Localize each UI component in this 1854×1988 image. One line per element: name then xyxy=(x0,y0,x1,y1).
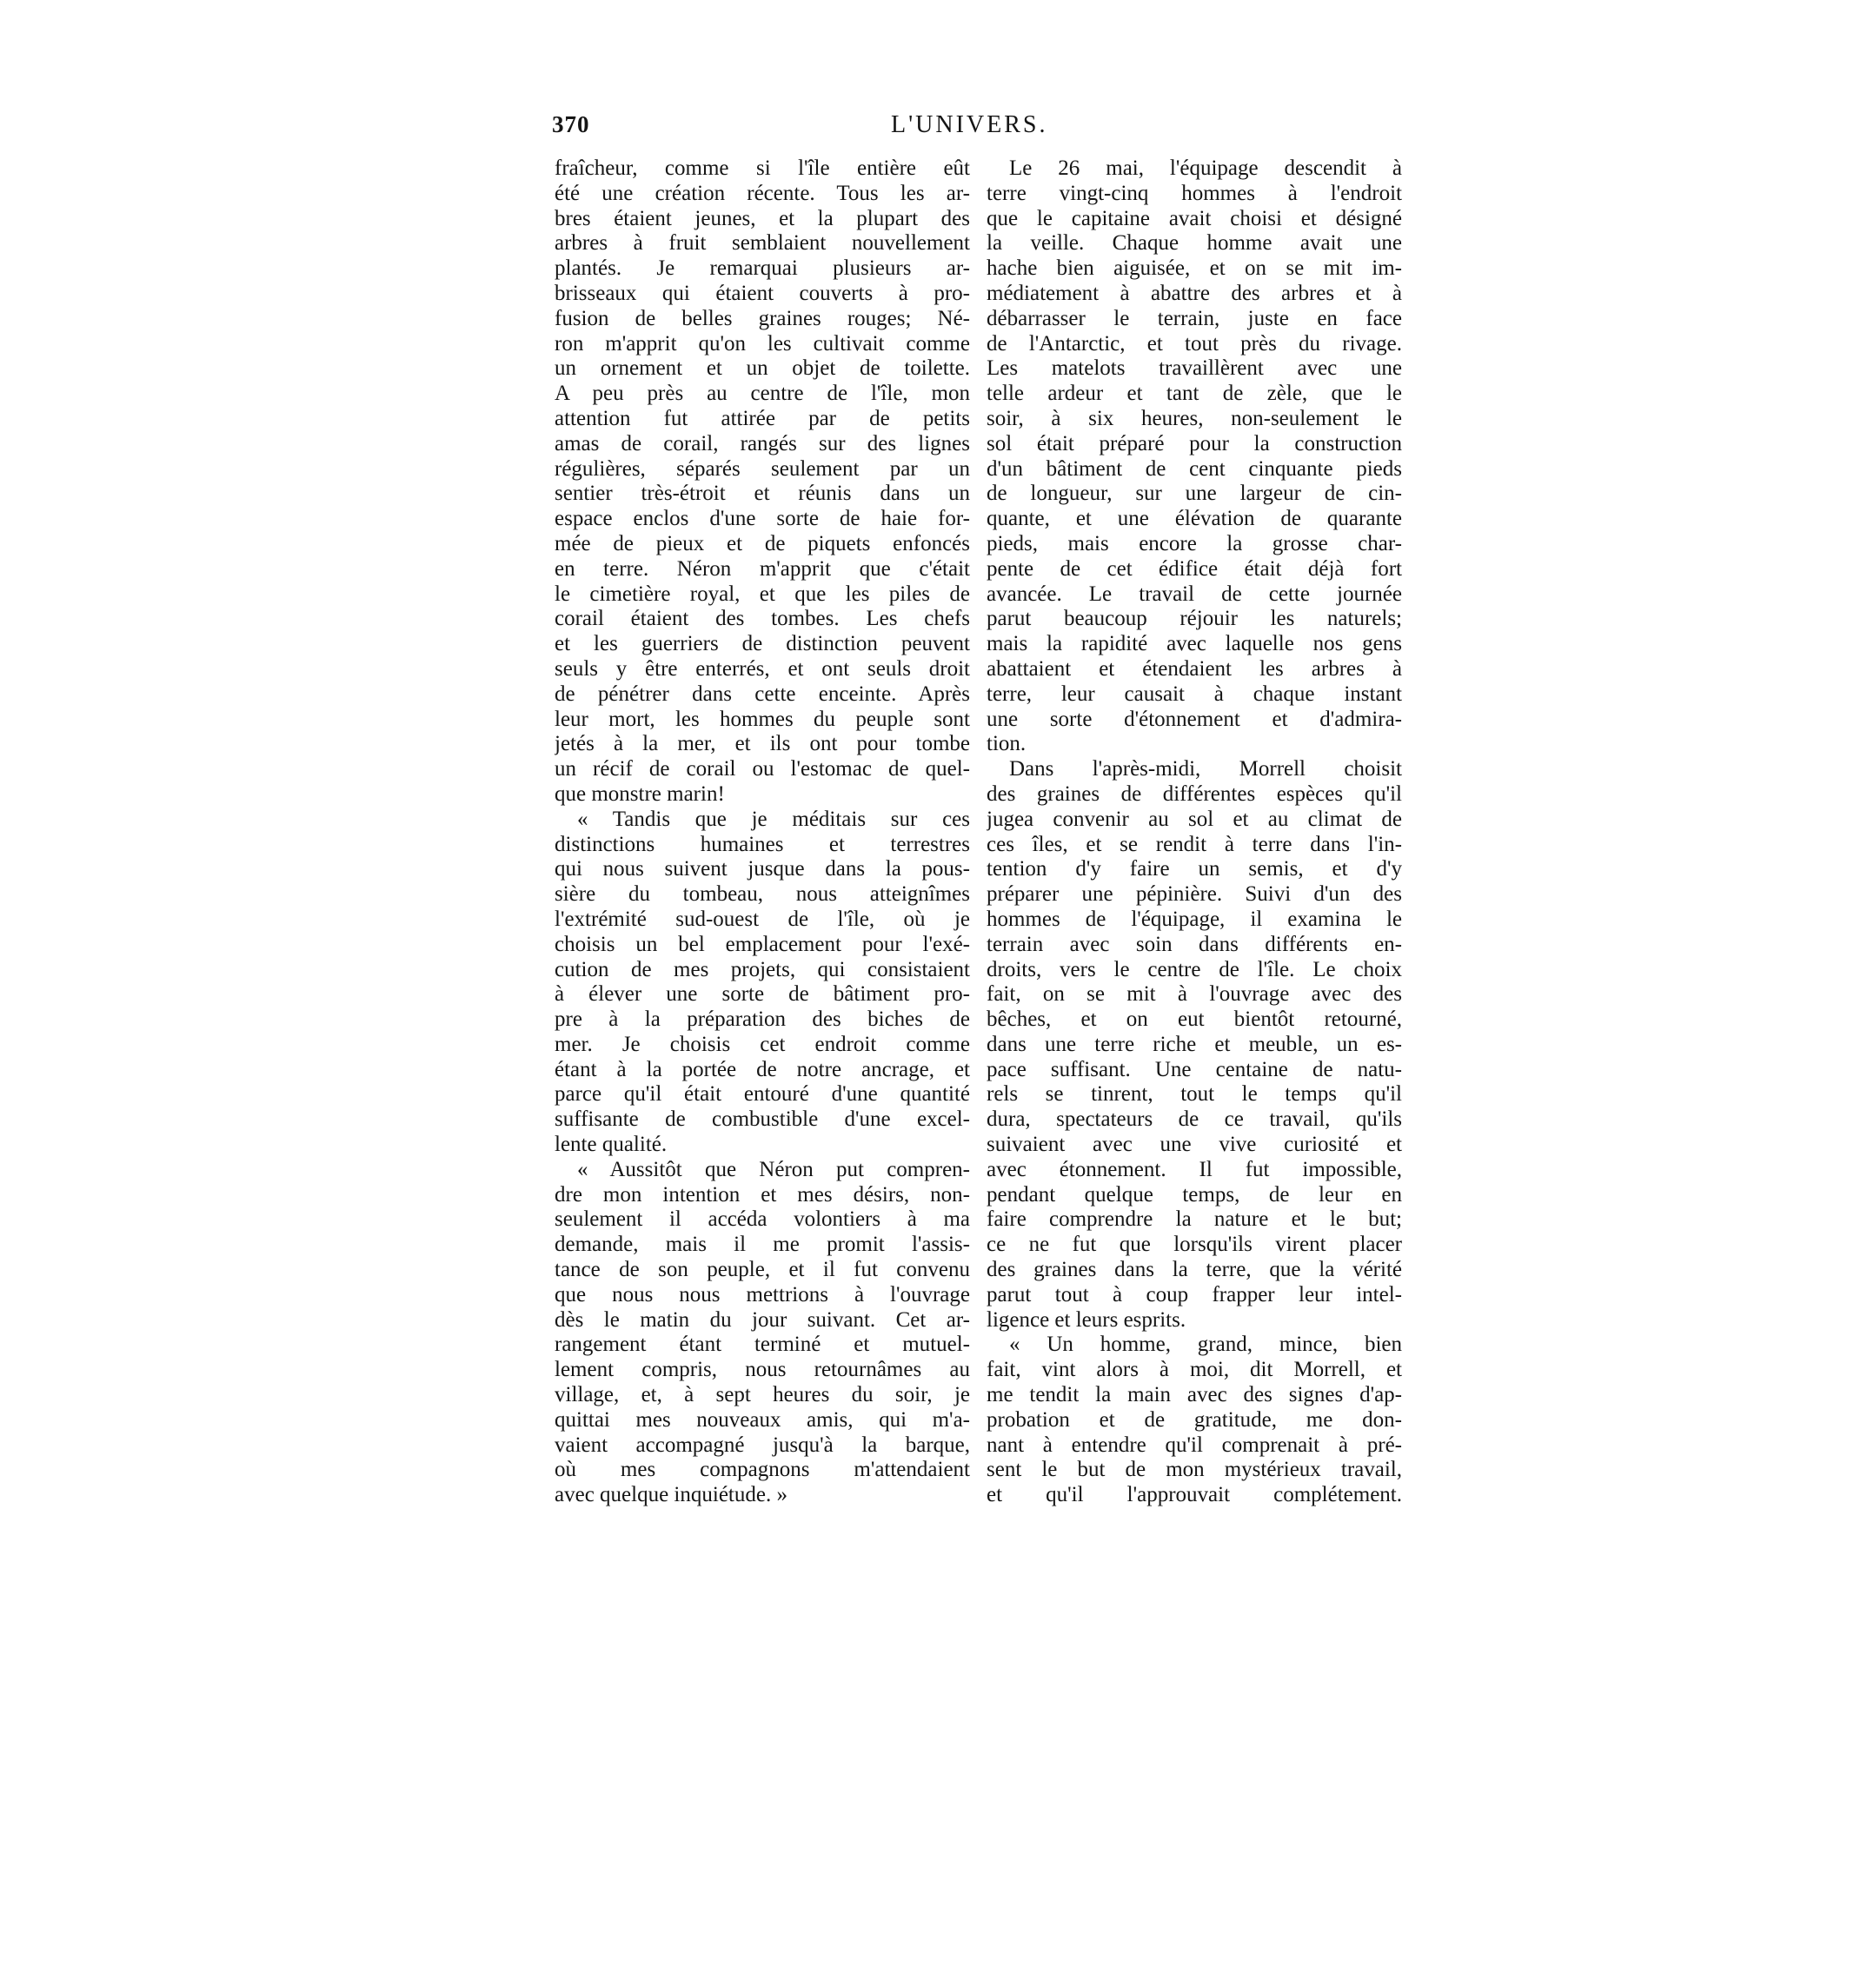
text-line: probation et de gratitude, me don- xyxy=(987,1407,1402,1432)
text-line: que nous nous mettrions à l'ouvrage xyxy=(555,1282,970,1306)
text-line: fraîcheur, comme si l'île entière eût xyxy=(555,156,970,180)
text-line: leur mort, les hommes du peuple sont xyxy=(555,707,970,731)
text-line: tion. xyxy=(987,732,1027,756)
text-line: tention d'y faire un semis, et d'y xyxy=(987,857,1402,881)
text-line: jetés à la mer, et ils ont pour tombe xyxy=(555,732,970,756)
text-line: hache bien aiguisée, et on se mit im- xyxy=(987,256,1402,281)
text-line: dans une terre riche et meuble, un es- xyxy=(987,1032,1402,1056)
text-line: amas de corail, rangés sur des lignes xyxy=(555,431,970,455)
text-line: mais la rapidité avec laquelle nos gens xyxy=(987,632,1402,656)
text-line: pente de cet édifice était déjà fort xyxy=(987,556,1402,581)
text-line: abattaient et étendaient les arbres à xyxy=(987,656,1402,681)
text-line: sière du tombeau, nous atteignîmes xyxy=(555,882,970,907)
text-column-left xyxy=(555,156,970,1508)
text-line: ce ne fut que lorsqu'ils virent placer xyxy=(987,1233,1402,1257)
text-line: pendant quelque temps, de leur en xyxy=(987,1182,1402,1207)
text-line: tance de son peuple, et il fut convenu xyxy=(555,1258,970,1282)
text-line: ligence et leurs esprits. xyxy=(987,1307,1186,1332)
text-line: telle ardeur et tant de zèle, que le xyxy=(987,382,1402,406)
text-line: rels se tinrent, tout le temps qu'il xyxy=(987,1082,1402,1107)
text-line: bres étaient jeunes, et la plupart des xyxy=(555,206,970,230)
text-line: lente qualité. xyxy=(555,1133,668,1157)
text-line: Les matelots travaillèrent avec une xyxy=(987,356,1402,381)
text-line: corail étaient des tombes. Les chefs xyxy=(555,607,970,631)
text-line: ron m'apprit qu'on les cultivait comme xyxy=(555,331,970,356)
text-line: seuls y être enterrés, et ont seuls droit xyxy=(555,656,970,681)
text-line: bêches, et on eut bientôt retourné, xyxy=(987,1007,1402,1032)
text-line: fait, vint alors à moi, dit Morrell, et xyxy=(987,1358,1402,1382)
text-line: A peu près au centre de l'île, mon xyxy=(555,382,970,406)
text-line: été une création récente. Tous les ar- xyxy=(555,181,970,205)
text-line: terre, leur causait à chaque instant xyxy=(987,682,1402,706)
text-line: « Aussitôt que Néron put compren- xyxy=(577,1157,970,1181)
text-line: droits, vers le centre de l'île. Le choix xyxy=(987,957,1402,981)
text-line: hommes de l'équipage, il examina le xyxy=(987,907,1402,931)
text-line: un récif de corail ou l'estomac de quel- xyxy=(555,757,970,781)
text-line: demande, mais il me promit l'assis- xyxy=(555,1233,970,1257)
text-line: sent le but de mon mystérieux travail, xyxy=(987,1458,1402,1482)
text-line: brisseaux qui étaient couverts à pro- xyxy=(555,281,970,305)
text-line: nant à entendre qu'il comprenait à pré- xyxy=(987,1433,1402,1457)
text-line: la veille. Chaque homme avait une xyxy=(987,231,1402,256)
text-line: me tendit la main avec des signes d'ap- xyxy=(987,1383,1402,1407)
text-line: médiatement à abattre des arbres et à xyxy=(987,281,1402,305)
text-column-right xyxy=(987,156,1402,1508)
text-line: parut tout à coup frapper leur intel- xyxy=(987,1282,1402,1306)
text-line: préparer une pépinière. Suivi d'un des xyxy=(987,882,1402,907)
text-line: rangement étant terminé et mutuel- xyxy=(555,1333,970,1357)
text-line: terre vingt-cinq hommes à l'endroit xyxy=(987,181,1402,205)
text-line: arbres à fruit semblaient nouvellement xyxy=(555,231,970,256)
text-line: dès le matin du jour suivant. Cet ar- xyxy=(555,1307,970,1332)
text-line: Dans l'après-midi, Morrell choisit xyxy=(1009,757,1402,781)
text-line: quante, et une élévation de quarante xyxy=(987,507,1402,531)
text-line: avec étonnement. Il fut impossible, xyxy=(987,1157,1402,1181)
text-line: et les guerriers de distinction peuvent xyxy=(555,632,970,656)
text-line: fait, on se mit à l'ouvrage avec des xyxy=(987,982,1402,1007)
text-line: en terre. Néron m'apprit que c'était xyxy=(555,556,970,581)
text-line: jugea convenir au sol et au climat de xyxy=(987,807,1402,831)
text-line: débarrasser le terrain, juste en face xyxy=(987,306,1402,330)
text-line: pieds, mais encore la grosse char- xyxy=(987,531,1402,555)
text-line: faire comprendre la nature et le but; xyxy=(987,1207,1402,1232)
text-line: de longueur, sur une largeur de cin- xyxy=(987,482,1402,506)
page-number: 370 xyxy=(552,111,590,137)
text-line: d'un bâtiment de cent cinquante pieds xyxy=(987,456,1402,481)
text-line: des graines de différentes espèces qu'il xyxy=(987,781,1402,806)
text-line: avancée. Le travail de cette journée xyxy=(987,582,1402,606)
text-line: à élever une sorte de bâtiment pro- xyxy=(555,982,970,1007)
text-line: quittai mes nouveaux amis, qui m'a- xyxy=(555,1407,970,1432)
text-line: distinctions humaines et terrestres xyxy=(555,832,970,856)
text-line: suivaient avec une vive curiosité et xyxy=(987,1133,1402,1157)
text-line: le cimetière royal, et que les piles de xyxy=(555,582,970,606)
text-line: une sorte d'étonnement et d'admira- xyxy=(987,707,1402,731)
text-line: « Un homme, grand, mince, bien xyxy=(1009,1333,1402,1357)
text-line: vaient accompagné jusqu'à la barque, xyxy=(555,1433,970,1457)
text-line: où mes compagnons m'attendaient xyxy=(555,1458,970,1482)
text-line: soir, à six heures, non-seulement le xyxy=(987,406,1402,430)
text-line: plantés. Je remarquai plusieurs ar- xyxy=(555,256,970,281)
text-line: ces îles, et se rendit à terre dans l'in- xyxy=(987,832,1402,856)
text-line: des graines dans la terre, que la vérité xyxy=(987,1258,1402,1282)
text-line: attention fut attirée par de petits xyxy=(555,406,970,430)
text-line: parce qu'il était entouré d'une quantité xyxy=(555,1082,970,1107)
text-line: de l'Antarctic, et tout près du rivage. xyxy=(987,331,1402,356)
text-line: un ornement et un objet de toilette. xyxy=(555,356,970,381)
text-line: espace enclos d'une sorte de haie for- xyxy=(555,507,970,531)
text-line: cution de mes projets, qui consistaient xyxy=(555,957,970,981)
text-line: sentier très-étroit et réunis dans un xyxy=(555,482,970,506)
text-line: « Tandis que je méditais sur ces xyxy=(577,807,970,831)
text-line: avec quelque inquiétude. » xyxy=(555,1483,787,1507)
page-header xyxy=(552,111,1404,146)
text-line: lement compris, nous retournâmes au xyxy=(555,1358,970,1382)
text-line: qui nous suivent jusque dans la pous- xyxy=(555,857,970,881)
text-line: Le 26 mai, l'équipage descendit à xyxy=(1009,156,1402,180)
running-title: L'UNIVERS. xyxy=(891,111,1048,138)
text-line: pace suffisant. Une centaine de natu- xyxy=(987,1057,1402,1081)
text-line: étant à la portée de notre ancrage, et xyxy=(555,1057,970,1081)
text-line: seulement il accéda volontiers à ma xyxy=(555,1207,970,1232)
text-line: mée de pieux et de piquets enfoncés xyxy=(555,531,970,555)
text-line: terrain avec soin dans différents en- xyxy=(987,932,1402,956)
text-line: que le capitaine avait choisi et désigné xyxy=(987,206,1402,230)
text-line: choisis un bel emplacement pour l'exé- xyxy=(555,932,970,956)
text-line: pre à la préparation des biches de xyxy=(555,1007,970,1032)
text-line: l'extrémité sud-ouest de l'île, où je xyxy=(555,907,970,931)
text-line: et qu'il l'approuvait complétement. xyxy=(987,1483,1402,1507)
text-line: sol était préparé pour la construction xyxy=(987,431,1402,455)
text-line: fusion de belles graines rouges; Né- xyxy=(555,306,970,330)
text-line: parut beaucoup réjouir les naturels; xyxy=(987,607,1402,631)
text-line: mer. Je choisis cet endroit comme xyxy=(555,1032,970,1056)
text-line: de pénétrer dans cette enceinte. Après xyxy=(555,682,970,706)
text-line: suffisante de combustible d'une excel- xyxy=(555,1107,970,1132)
text-line: régulières, séparés seulement par un xyxy=(555,456,970,481)
text-line: dura, spectateurs de ce travail, qu'ils xyxy=(987,1107,1402,1132)
text-line: village, et, à sept heures du soir, je xyxy=(555,1383,970,1407)
text-line: dre mon intention et mes désirs, non- xyxy=(555,1182,970,1207)
text-line: que monstre marin! xyxy=(555,781,725,806)
